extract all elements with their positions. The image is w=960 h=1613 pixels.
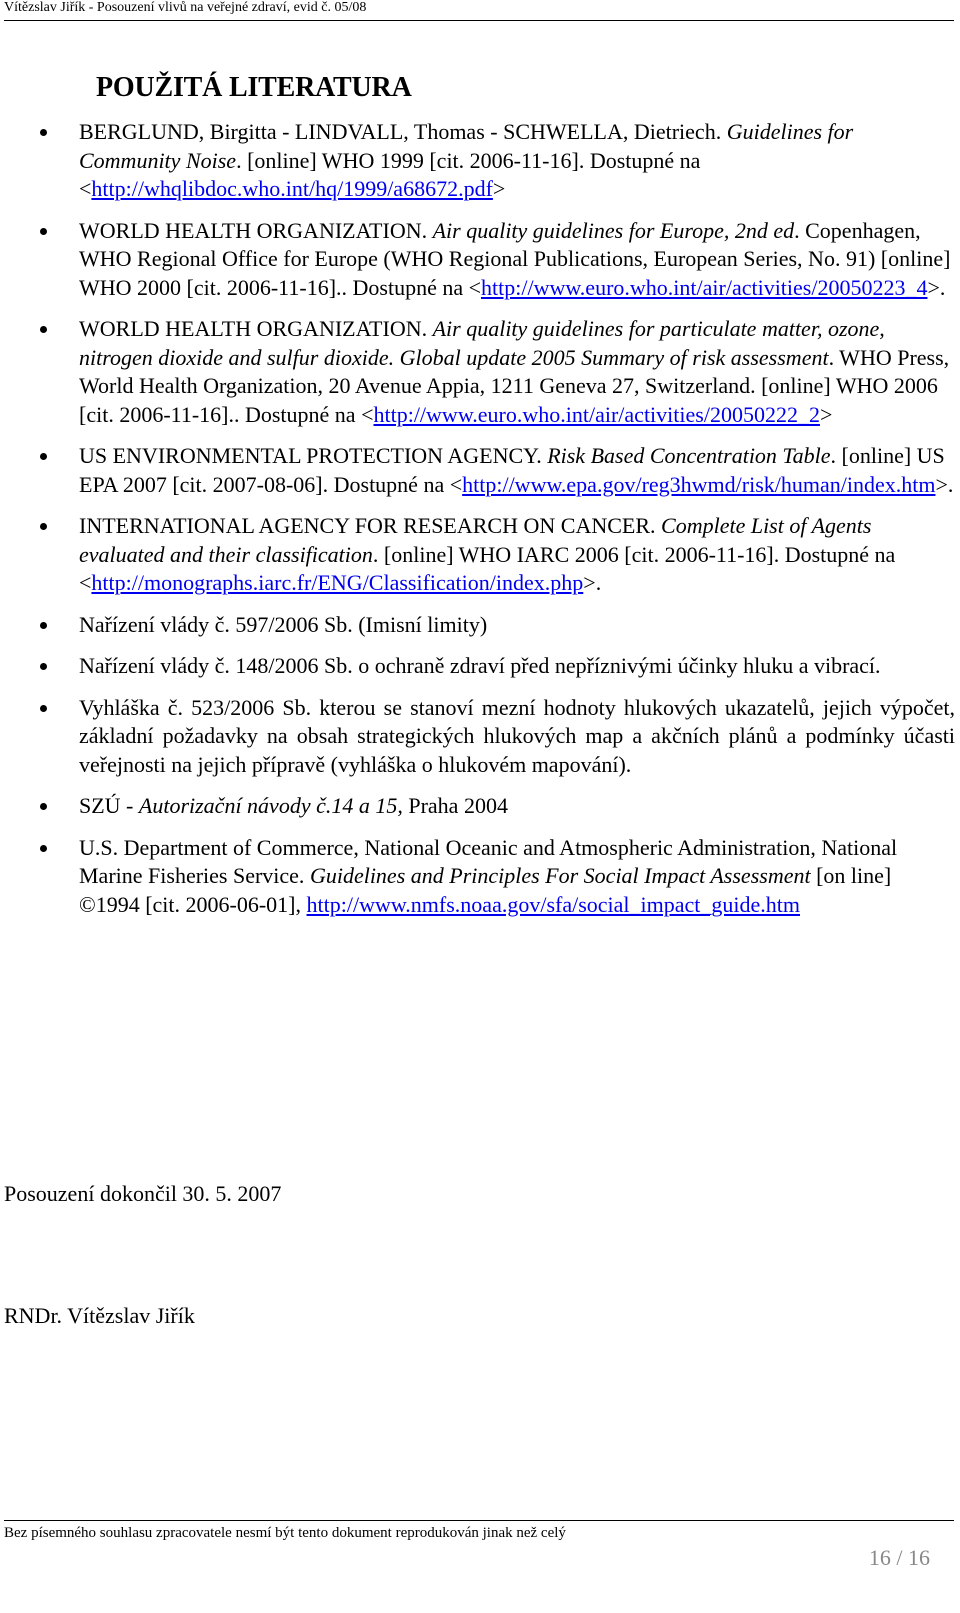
completion-note: Posouzení dokončil 30. 5. 2007 [4,1181,282,1206]
page-header: Vítězslav Jiřík - Posouzení vlivů na veřejné zdraví, evid č. 05/08 [4,0,954,21]
reference-item: INTERNATIONAL AGENCY FOR RESEARCH ON CANCER. Complete List of Agents evaluated and their classification. [online] WHO IARC 2006 [cit. 2006-11-16]. Dostupné na <http://monographs.iarc.fr/ENG/Classification/index.php>. [0,512,955,598]
reference-link[interactable]: http://whqlibdoc.who.int/hq/1999/a68672.pdf [91,176,493,201]
footer-note: Bez písemného souhlasu zpracovatele nesmí být tento dokument reprodukován jinak než celý [4,1525,566,1541]
reference-item: WORLD HEALTH ORGANIZATION. Air quality guidelines for Europe, 2nd ed. Copenhagen, WHO Regional Office for Europe (WHO Regional Publications, European Series, No. 91) [online] WHO 2000 [cit. 2006-11-16].. Dostupné na <http://www.euro.who.int/air/activities/20050223_4>. [0,217,955,303]
reference-link[interactable]: http://www.epa.gov/reg3hwmd/risk/human/index.htm [462,471,936,497]
reference-link[interactable]: http://www.nmfs.noaa.gov/sfa/social_impact_guide.htm [306,891,801,917]
reference-item: BERGLUND, Birgitta - LINDVALL, Thomas - SCHWELLA, Dietriech. Guidelines for Community Noise. [online] WHO 1999 [cit. 2006-11-16]. Dostupné na <http://whqlibdoc.who.int/hq/1999/a68672.pdf> [0,118,955,204]
author-signature: RNDr. Vítězslav Jiřík [4,1303,195,1328]
reference-item: Nařízení vlády č. 148/2006 Sb. o ochraně zdraví před nepříznivými účinky hluku a vibrací. [0,652,955,681]
reference-link[interactable]: http://monographs.iarc.fr/ENG/Classification/index.php [91,570,584,595]
reference-item: SZÚ - Autorizační návody č.14 a 15, Praha 2004 [0,792,955,821]
section-title: POUŽITÁ LITERATURA [96,72,412,103]
reference-item: Nařízení vlády č. 597/2006 Sb. (Imisní limity) [0,611,955,640]
reference-list [0,118,960,932]
reference-item: U.S. Department of Commerce, National Oceanic and Atmospheric Administration, National Marine Fisheries Service. Guidelines and Principles For Social Impact Assessment [on line] ©1994 [cit. 2006-06-01], http://www.nmfs.noaa.gov/sfa/social_impact_guide.htm [0,834,955,920]
reference-link[interactable]: http://www.euro.who.int/air/activities/20050222_2 [373,401,820,427]
page-number: 16 / 16 [868,1545,930,1570]
reference-item: WORLD HEALTH ORGANIZATION. Air quality guidelines for particulate matter, ozone, nitrogen dioxide and sulfur dioxide. Global update 2005 Summary of risk assessment. WHO Press, World Health Organization, 20 Avenue Appia, 1211 Geneva 27, Switzerland. [online] WHO 2006 [cit. 2006-11-16].. Dostupné na <http://www.euro.who.int/air/activities/20050222_2> [0,315,955,429]
footer-divider [4,1520,954,1521]
reference-item: Vyhláška č. 523/2006 Sb. kterou se stanoví mezní hodnoty hlukových ukazatelů, jejich výpočet, základní požadavky na obsah strategických hlukových map a akčních plánů a podmínky účasti veřejnosti na jejich přípravě (vyhláška o hlukovém mapování). [0,694,955,780]
reference-item: US ENVIRONMENTAL PROTECTION AGENCY. Risk Based Concentration Table. [online] US EPA 2007 [cit. 2007-08-06]. Dostupné na <http://www.epa.gov/reg3hwmd/risk/human/index.htm>. [0,442,955,499]
reference-link[interactable]: http://www.euro.who.int/air/activities/20050223_4 [481,274,928,300]
